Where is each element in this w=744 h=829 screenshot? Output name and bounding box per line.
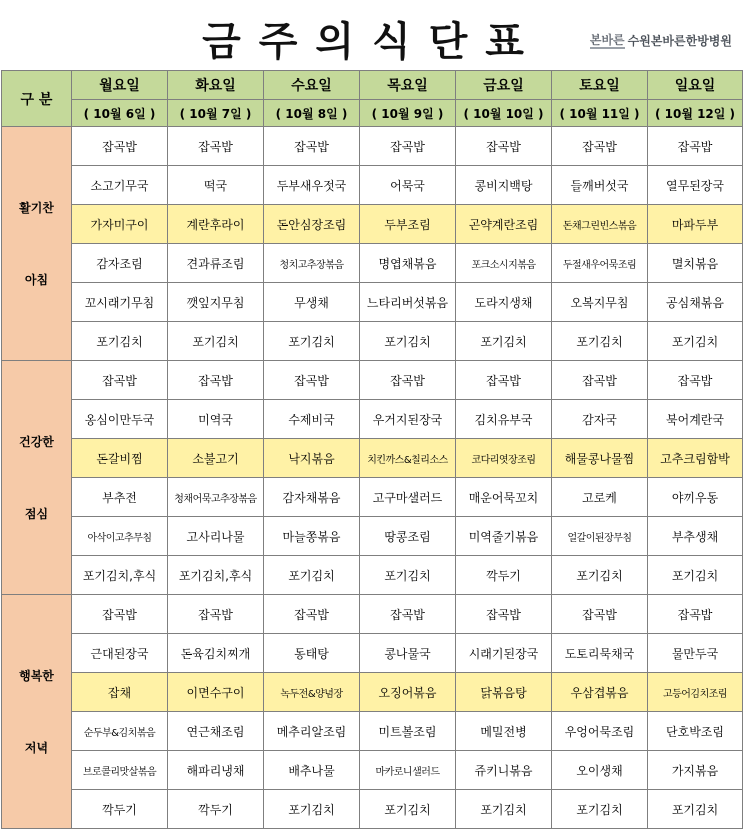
menu-item: 마파두부: [648, 205, 743, 244]
menu-row: [2, 400, 743, 439]
menu-item: 포기김치: [648, 556, 743, 595]
menu-row: [2, 556, 743, 595]
day-header: 화요일: [168, 71, 264, 100]
menu-item: 미역국: [168, 400, 264, 439]
menu-row: [2, 751, 743, 790]
menu-item: 공심채볶음: [648, 283, 743, 322]
logo-text: 수원본바른한방병원: [627, 34, 732, 48]
menu-item: 우삼겹볶음: [552, 673, 648, 712]
menu-item: 매운어묵꼬치: [456, 478, 552, 517]
menu-item: 깍두기: [456, 556, 552, 595]
menu-row: [2, 517, 743, 556]
menu-item: 잡곡밥: [648, 595, 743, 634]
date-header: ( 10월 8일 ): [264, 100, 360, 127]
menu-item: 두절새우어묵조림: [552, 244, 648, 283]
menu-item: 해파리냉채: [168, 751, 264, 790]
day-header: 수요일: [264, 71, 360, 100]
menu-item: 포기김치: [264, 790, 360, 829]
menu-item: 느타리버섯볶음: [360, 283, 456, 322]
meal-label-spacer: [2, 458, 71, 498]
meal-label-spacer: [2, 692, 71, 732]
menu-item: 포기김치: [264, 322, 360, 361]
menu-item: 고추크림함박: [648, 439, 743, 478]
menu-item: 계란후라이: [168, 205, 264, 244]
menu-item: 이면수구이: [168, 673, 264, 712]
menu-item: 메추리알조림: [264, 712, 360, 751]
menu-item: 잡곡밥: [552, 595, 648, 634]
logo-mark: 본바른: [589, 32, 625, 47]
menu-item: 야끼우동: [648, 478, 743, 517]
meal-label-bottom: 아침: [24, 272, 49, 287]
menu-item: 포기김치: [552, 790, 648, 829]
menu-row: [2, 634, 743, 673]
day-header: 월요일: [72, 71, 168, 100]
menu-item: 배추나물: [264, 751, 360, 790]
menu-item: 가지볶음: [648, 751, 743, 790]
menu-item: 포기김치,후식: [168, 556, 264, 595]
date-header: ( 10월 9일 ): [360, 100, 456, 127]
meal-label-bottom: 저녁: [24, 740, 49, 755]
menu-item: 가자미구이: [72, 205, 168, 244]
menu-item: 잡곡밥: [456, 361, 552, 400]
menu-item: 잡곡밥: [264, 361, 360, 400]
menu-item: 우엉어묵조림: [552, 712, 648, 751]
menu-item: 잡곡밥: [552, 127, 648, 166]
menu-item: 들깨버섯국: [552, 166, 648, 205]
menu-item: 잡곡밥: [72, 127, 168, 166]
meal-label-top: 건강한: [19, 434, 54, 449]
menu-item: 포기김치: [648, 322, 743, 361]
menu-item: 땅콩조림: [360, 517, 456, 556]
date-header: ( 10월 11일 ): [552, 100, 648, 127]
menu-item: 포기김치: [360, 790, 456, 829]
menu-item: 메밀전병: [456, 712, 552, 751]
menu-row: [2, 322, 743, 361]
menu-item: 포기김치: [72, 322, 168, 361]
menu-item: 잡곡밥: [360, 361, 456, 400]
menu-item: 치킨까스&칠리소스: [360, 439, 456, 478]
menu-item: 포기김치: [456, 322, 552, 361]
menu-item: 닭볶음탕: [456, 673, 552, 712]
menu-item: 미역줄기볶음: [456, 517, 552, 556]
menu-item: 견과류조림: [168, 244, 264, 283]
menu-row: [2, 244, 743, 283]
menu-item: 잡곡밥: [168, 127, 264, 166]
hospital-logo: [590, 32, 732, 49]
date-header: ( 10월 6일 ): [72, 100, 168, 127]
menu-item: 부추생채: [648, 517, 743, 556]
menu-item: 감자채볶음: [264, 478, 360, 517]
menu-item: 포기김치: [552, 322, 648, 361]
menu-item: 물만두국: [648, 634, 743, 673]
menu-item: 동태탕: [264, 634, 360, 673]
menu-item: 잡곡밥: [456, 127, 552, 166]
menu-item: 명엽채볶음: [360, 244, 456, 283]
menu-item: 옹심이만두국: [72, 400, 168, 439]
menu-item: 시래기된장국: [456, 634, 552, 673]
menu-item: 감자조림: [72, 244, 168, 283]
menu-item: 잡곡밥: [648, 127, 743, 166]
menu-item: 어묵국: [360, 166, 456, 205]
menu-item: 콩비지백탕: [456, 166, 552, 205]
menu-item: 두부새우젓국: [264, 166, 360, 205]
menu-item: 포기김치: [552, 556, 648, 595]
menu-item: 고등어김치조림: [648, 673, 743, 712]
day-header: 금요일: [456, 71, 552, 100]
date-header: ( 10월 12일 ): [648, 100, 743, 127]
date-header: ( 10월 10일 ): [456, 100, 552, 127]
menu-row: [2, 127, 743, 166]
menu-item: 멸치볶음: [648, 244, 743, 283]
menu-item: 포기김치: [360, 556, 456, 595]
menu-item: 포크소시지볶음: [456, 244, 552, 283]
menu-item: 잡곡밥: [456, 595, 552, 634]
menu-item: 김치유부국: [456, 400, 552, 439]
menu-item: 잡곡밥: [264, 127, 360, 166]
meal-label: [2, 361, 72, 595]
meal-label: [2, 127, 72, 361]
menu-item: 청치고추장볶음: [264, 244, 360, 283]
menu-item: 잡곡밥: [264, 595, 360, 634]
menu-item: 연근채조림: [168, 712, 264, 751]
menu-row: [2, 673, 743, 712]
menu-row: [2, 439, 743, 478]
menu-item: 잡곡밥: [360, 127, 456, 166]
menu-row: [2, 478, 743, 517]
meal-label-top: 행복한: [19, 668, 54, 683]
menu-row: [2, 790, 743, 829]
menu-item: 포기김치: [648, 790, 743, 829]
menu-row: [2, 712, 743, 751]
menu-item: 잡채: [72, 673, 168, 712]
day-header: 목요일: [360, 71, 456, 100]
menu-item: 도라지생채: [456, 283, 552, 322]
menu-item: 포기김치: [264, 556, 360, 595]
menu-item: 두부조림: [360, 205, 456, 244]
day-header: 일요일: [648, 71, 743, 100]
menu-item: 청채어묵고추장볶음: [168, 478, 264, 517]
menu-item: 잡곡밥: [168, 595, 264, 634]
menu-item: 돈갈비찜: [72, 439, 168, 478]
menu-item: 도토리묵채국: [552, 634, 648, 673]
menu-item: 포기김치: [168, 322, 264, 361]
menu-item: 얼갈이된장무침: [552, 517, 648, 556]
menu-item: 마늘쫑볶음: [264, 517, 360, 556]
menu-item: 아삭이고추무침: [72, 517, 168, 556]
menu-item: 브로콜리맛살볶음: [72, 751, 168, 790]
menu-item: 잡곡밥: [648, 361, 743, 400]
page-title: 금주의식단표: [202, 19, 542, 65]
menu-item: 소고기무국: [72, 166, 168, 205]
menu-item: 열무된장국: [648, 166, 743, 205]
menu-item: 마카로니샐러드: [360, 751, 456, 790]
menu-item: 꼬시래기무침: [72, 283, 168, 322]
menu-item: 고사리나물: [168, 517, 264, 556]
menu-item: 깍두기: [72, 790, 168, 829]
meal-label-top: 활기찬: [19, 200, 54, 215]
menu-item: 고로케: [552, 478, 648, 517]
menu-row: [2, 595, 743, 634]
day-header-row: [2, 71, 743, 100]
menu-item: 오징어볶음: [360, 673, 456, 712]
menu-item: 감자국: [552, 400, 648, 439]
menu-row: [2, 361, 743, 400]
date-header: ( 10월 7일 ): [168, 100, 264, 127]
menu-row: [2, 166, 743, 205]
meal-label: [2, 595, 72, 829]
menu-item: 북어계란국: [648, 400, 743, 439]
menu-item: 깍두기: [168, 790, 264, 829]
menu-item: 순두부&김치볶음: [72, 712, 168, 751]
menu-item: 잡곡밥: [72, 361, 168, 400]
menu-item: 포기김치: [360, 322, 456, 361]
menu-item: 부추전: [72, 478, 168, 517]
menu-item: 무생채: [264, 283, 360, 322]
menu-row: [2, 283, 743, 322]
menu-item: 해물콩나물찜: [552, 439, 648, 478]
meal-label-bottom: 점심: [24, 506, 49, 521]
menu-item: 낙지볶음: [264, 439, 360, 478]
menu-item: 근대된장국: [72, 634, 168, 673]
menu-item: 잡곡밥: [168, 361, 264, 400]
menu-item: 잡곡밥: [72, 595, 168, 634]
menu-item: 소불고기: [168, 439, 264, 478]
menu-item: 녹두전&양념장: [264, 673, 360, 712]
menu-item: 수제비국: [264, 400, 360, 439]
menu-item: 오이생채: [552, 751, 648, 790]
date-header-row: [2, 100, 743, 127]
menu-item: 잡곡밥: [552, 361, 648, 400]
menu-item: 포기김치,후식: [72, 556, 168, 595]
menu-item: 쥬키니볶음: [456, 751, 552, 790]
menu-item: 돈채그린빈스볶음: [552, 205, 648, 244]
menu-item: 잡곡밥: [360, 595, 456, 634]
menu-item: 포기김치: [456, 790, 552, 829]
gubun-header: 구 분: [2, 71, 72, 127]
menu-item: 돈안심장조림: [264, 205, 360, 244]
menu-item: 코다리엿장조림: [456, 439, 552, 478]
weekly-menu-table: [1, 70, 743, 829]
menu-item: 우거지된장국: [360, 400, 456, 439]
menu-item: 떡국: [168, 166, 264, 205]
day-header: 토요일: [552, 71, 648, 100]
menu-item: 단호박조림: [648, 712, 743, 751]
menu-item: 돈육김치찌개: [168, 634, 264, 673]
title-bar: [0, 0, 744, 70]
meal-label-spacer: [2, 224, 71, 264]
menu-item: 깻잎지무침: [168, 283, 264, 322]
menu-item: 미트볼조림: [360, 712, 456, 751]
menu-item: 고구마샐러드: [360, 478, 456, 517]
menu-item: 오복지무침: [552, 283, 648, 322]
menu-row: [2, 205, 743, 244]
menu-item: 곤약계란조림: [456, 205, 552, 244]
menu-item: 콩나물국: [360, 634, 456, 673]
